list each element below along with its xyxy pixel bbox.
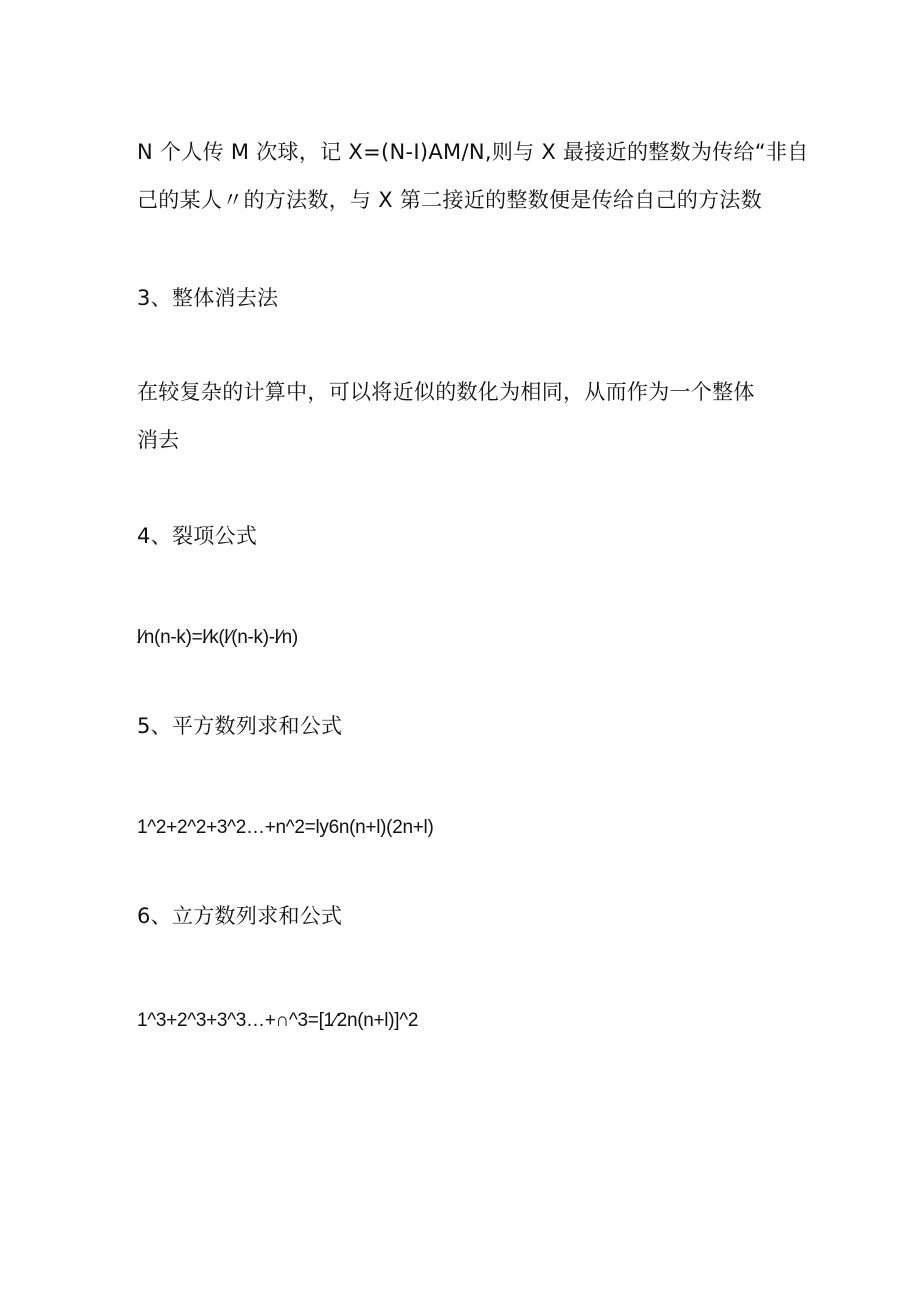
section-4-formula: l∕n(n-k)=l∕k(l∕(n-k)-l∕n) [137,627,298,648]
paragraph-1-line-2: 己的某人〃的方法数，与 X 第二接近的整数便是传给自己的方法数 [137,188,763,212]
section-4-heading: 4、裂项公式 [137,524,258,548]
section-6-formula: 1^3+2^3+3^3…+∩^3=[1∕2n(n+l)]^2 [137,1010,419,1031]
section-3-heading: 3、整体消去法 [137,286,279,310]
section-5-heading: 5、平方数列求和公式 [137,714,343,738]
section-3-body-line-1: 在较复杂的计算中，可以将近似的数化为相同，从而作为一个整体 [137,380,755,404]
section-5-formula: 1^2+2^2+3^2…+n^2=ly6n(n+l)(2n+l) [137,817,434,838]
section-6-heading: 6、立方数列求和公式 [137,904,343,928]
section-3-body-line-2: 消去 [137,428,180,452]
paragraph-1-line-1: N 个人传 M 次球，记 X=(N-I)AM/N,则与 X 最接近的整数为传给“非自 [137,140,809,164]
